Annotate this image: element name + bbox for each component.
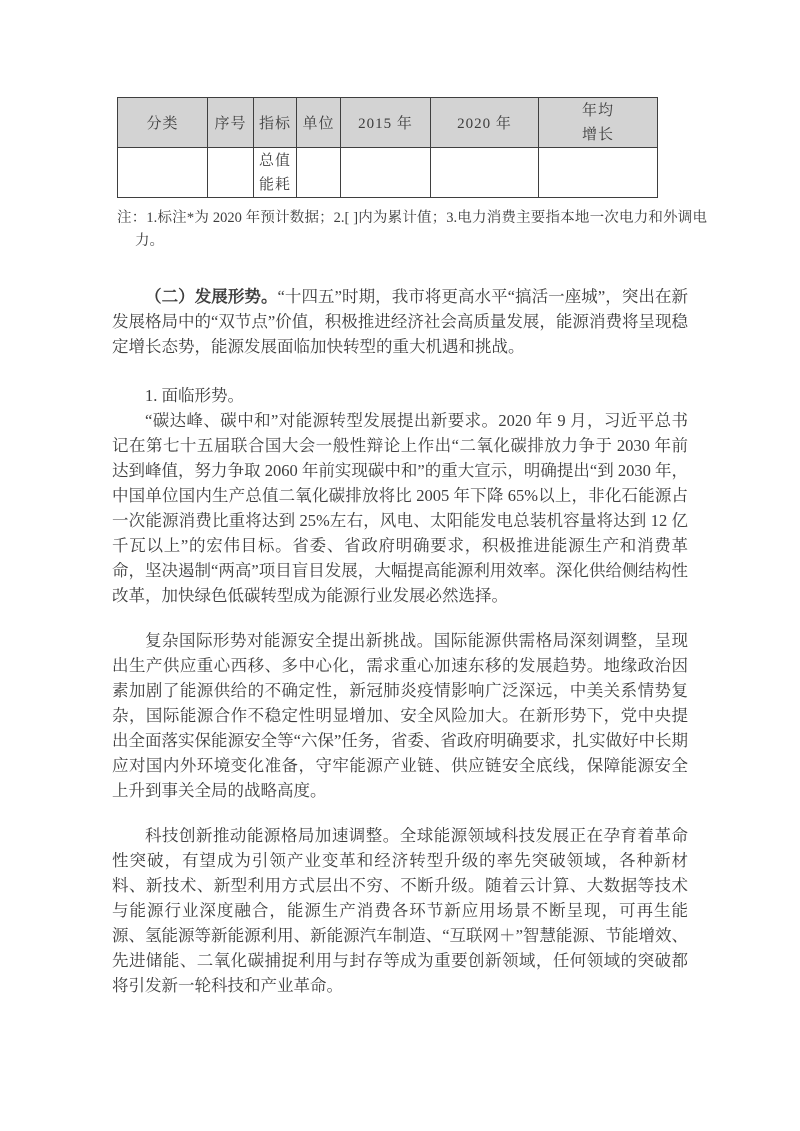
cell-category	[118, 148, 208, 198]
table-header-row	[118, 98, 658, 148]
indicator-table	[117, 97, 658, 198]
cell-indicator	[254, 148, 297, 198]
header-seq: 序号	[208, 98, 254, 148]
cell-2020	[431, 148, 539, 198]
sub-heading: 1. 面临形势。	[145, 386, 244, 405]
cell-unit	[297, 148, 341, 198]
cell-avg-growth	[539, 148, 658, 198]
paragraph-carbon-goals: “碳达峰、碳中和”对能源转型发展提出新要求。2020 年 9 月，习近平总书记在第七十五届联合国大会一般性辩论上作出“二氧化碳排放力争于 2030 年前达到峰值，努力争取 2060 年前实现碳中和”的重大宣示，明确提出“到 2030 年，中国单位国内生产总值二氧化碳排放将比 2005 年下降 65%以上，非化石能源占一次能源消费比重将达到 25%左右，风电、太阳能发电总装机容量将达到 12 亿千瓦以上”的宏伟目标。省委、省政府明确要求，积极推进能源生产和消费革命，坚决遏制“两高”项目盲目发展，大幅提高能源利用效率。深化供给侧结构性改革，加快绿色低碳转型成为能源行业发展必然选择。	[112, 411, 688, 605]
paragraph-international-situation: 复杂国际形势对能源安全提出新挑战。国际能源供需格局深刻调整，呈现出生产供应重心西移、多中心化，需求重心加速东移的发展趋势。地缘政治因素加剧了能源供给的不确定性，新冠肺炎疫情影响广泛深远，中美关系情势复杂，国际能源合作不稳定性明显增加、安全风险加大。在新形势下，党中央提出全面落实保能源安全等“六保”任务，省委、省政府明确要求，扎实做好中长期应对国内外环境变化准备，守牢能源产业链、供应链安全底线，保障能源安全上升到事关全局的战略高度。	[112, 631, 688, 800]
header-avg-growth	[539, 98, 658, 148]
paragraph-tech-innovation: 科技创新推动能源格局加速调整。全球能源领域科技发展正在孕育着革命性突破，有望成为引领产业变革和经济转型升级的率先突破领域，各种新材料、新技术、新型利用方式层出不穷、不断升级。随着云计算、大数据等技术与能源行业深度融合，能源生产消费各环节新应用场景不断呈现，可再生能源、氢能源等新能源利用、新能源汽车制造、“互联网＋”智慧能源、节能增效、先进储能、二氧化碳捕捉利用与封存等成为重要创新领域，任何领域的突破都将引发新一轮科技和产业革命。	[112, 826, 688, 995]
cell-indicator-text: 总值能耗	[258, 152, 291, 193]
header-indicator: 指标	[254, 98, 297, 148]
header-2015: 2015 年	[341, 98, 431, 148]
document-content	[112, 97, 707, 998]
table-footnote: 注：1.标注*为 2020 年预计数据；2.[ ]内为累计值；3.电力消费主要指本地一次电力和外调电力。	[117, 210, 707, 249]
header-2020: 2020 年	[431, 98, 539, 148]
section-heading-rest: “十四五”时期，我市将更高水平“搞活一座城”，突出在新发展格局中的“双节点”价值，积极推进经济社会高质量发展，能源消费将呈现稳定增长态势，能源发展面临加快转型的重大机遇和挑战。	[112, 287, 689, 356]
cell-seq	[208, 148, 254, 198]
header-category: 分类	[118, 98, 208, 148]
table-row	[118, 148, 658, 198]
cell-2015	[341, 148, 431, 198]
section-heading-paragraph	[112, 284, 688, 359]
header-unit: 单位	[297, 98, 341, 148]
header-avg-growth-text: 年均增长	[581, 102, 614, 143]
section-heading-lead: （二）发展形势。	[145, 287, 278, 306]
